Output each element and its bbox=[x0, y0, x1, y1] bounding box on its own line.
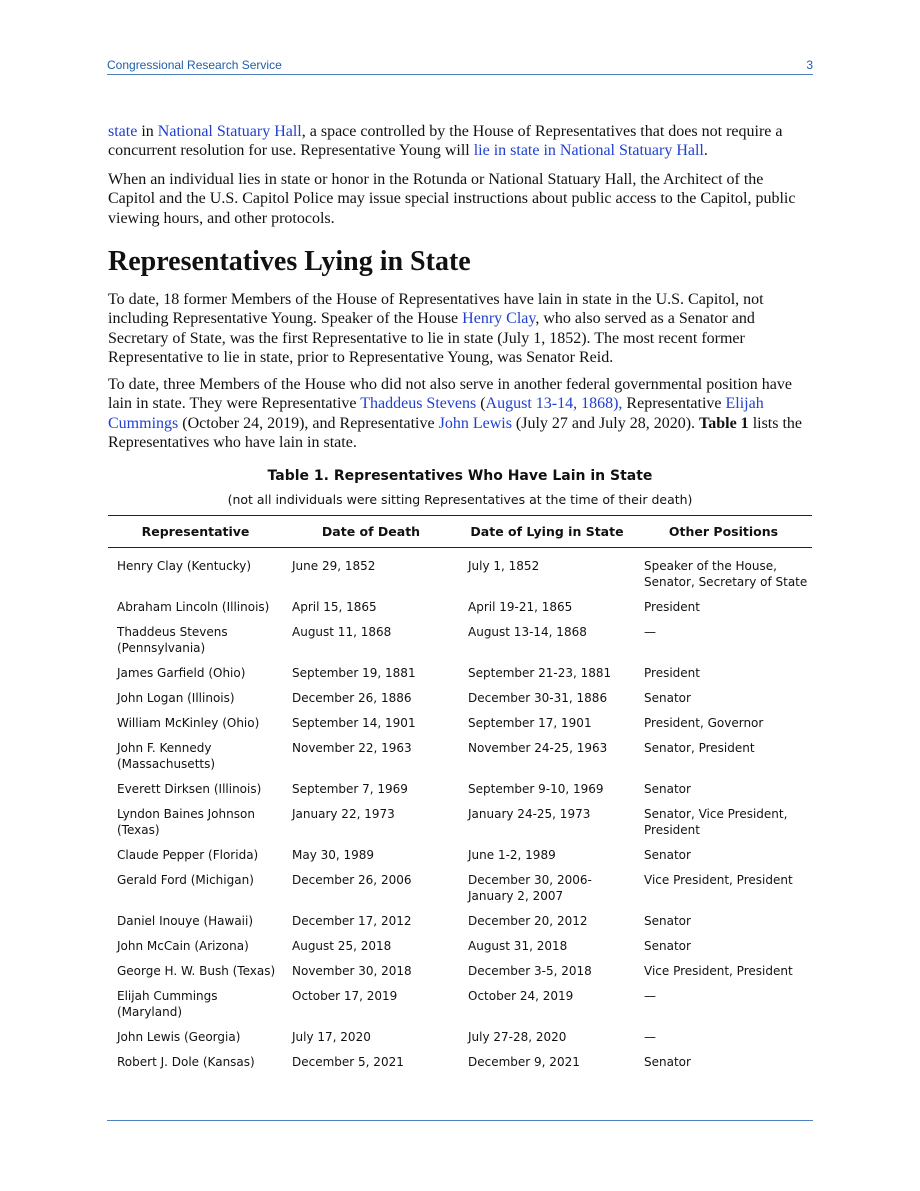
cell-date-of-death: November 30, 2018 bbox=[292, 964, 412, 978]
cell-other-positions: President bbox=[644, 600, 700, 614]
cell-representative: John Lewis (Georgia) bbox=[117, 1030, 241, 1044]
table-row bbox=[108, 594, 812, 619]
paragraph-eighteen-members bbox=[108, 290, 814, 367]
column-header-date-of-death: Date of Death bbox=[283, 516, 459, 548]
cell-representative: Everett Dirksen (Illinois) bbox=[117, 782, 262, 796]
table-row bbox=[108, 735, 812, 776]
column-header-other-positions: Other Positions bbox=[635, 516, 812, 548]
cell-date-of-lying-in-state: July 1, 1852 bbox=[468, 559, 540, 573]
table-row bbox=[108, 548, 812, 595]
text-run: (July 27 and July 28, 2020). bbox=[511, 414, 700, 432]
cell-other-positions: Senator bbox=[644, 848, 691, 862]
cell-date-of-death: December 5, 2021 bbox=[292, 1055, 404, 1069]
table-row bbox=[108, 958, 812, 983]
cell-other-positions: — bbox=[644, 1030, 656, 1044]
table-row bbox=[108, 619, 812, 660]
paragraph-public-access bbox=[108, 170, 814, 228]
paragraph-statuary-hall bbox=[108, 122, 814, 161]
cell-representative: John F. Kennedy (Massachusetts) bbox=[117, 741, 216, 771]
cell-date-of-lying-in-state: June 1-2, 1989 bbox=[468, 848, 556, 862]
cell-date-of-death: April 15, 1865 bbox=[292, 600, 377, 614]
table-row bbox=[108, 660, 812, 685]
cell-date-of-death: August 11, 1868 bbox=[292, 625, 392, 639]
cell-date-of-death: January 22, 1973 bbox=[292, 807, 395, 821]
link-henry-clay[interactable]: Henry Clay bbox=[462, 310, 536, 328]
table-row bbox=[108, 801, 812, 842]
cell-representative: Robert J. Dole (Kansas) bbox=[117, 1055, 255, 1069]
cell-date-of-lying-in-state: December 9, 2021 bbox=[468, 1055, 580, 1069]
link-state[interactable]: state bbox=[108, 123, 138, 140]
cell-other-positions: Senator bbox=[644, 691, 691, 705]
cell-other-positions: Speaker of the House, Senator, Secretary of State bbox=[644, 559, 808, 589]
cell-date-of-death: October 17, 2019 bbox=[292, 989, 398, 1003]
cell-other-positions: President, Governor bbox=[644, 716, 764, 730]
cell-date-of-lying-in-state: December 3-5, 2018 bbox=[468, 964, 592, 978]
cell-other-positions: Senator, Vice President, President bbox=[644, 807, 788, 837]
cell-date-of-death: June 29, 1852 bbox=[292, 559, 376, 573]
cell-other-positions: Senator bbox=[644, 782, 691, 796]
cell-other-positions: Vice President, President bbox=[644, 964, 793, 978]
cell-date-of-lying-in-state: April 19-21, 1865 bbox=[468, 600, 573, 614]
cell-representative: John McCain (Arizona) bbox=[117, 939, 249, 953]
link-national-statuary-hall[interactable]: National Statuary Hall bbox=[157, 123, 302, 140]
text-run: ( bbox=[476, 395, 486, 413]
section-title: Representatives Lying in State bbox=[108, 246, 471, 277]
text-run: To date, three Members of the House who did not also serve in another federal governmental position have lain in state. They were Representative bbox=[108, 376, 793, 413]
table-row bbox=[108, 983, 812, 1024]
cell-representative: George H. W. Bush (Texas) bbox=[117, 964, 276, 978]
cell-representative: Elijah Cummings (Maryland) bbox=[117, 989, 218, 1019]
cell-date-of-lying-in-state: July 27-28, 2020 bbox=[468, 1030, 567, 1044]
text-run: (October 24, 2019), and Representative bbox=[178, 414, 439, 432]
cell-date-of-death: December 26, 1886 bbox=[292, 691, 412, 705]
cell-representative: Henry Clay (Kentucky) bbox=[117, 559, 251, 573]
cell-date-of-death: September 14, 1901 bbox=[292, 716, 416, 730]
paragraph-text: When an individual lies in state or honor in the Rotunda or National Statuary Hall, the Architect of the Capitol and the U.S. Capitol Police may issue special instructions about public access to the Capitol, public viewing hours, and other protocols. bbox=[108, 171, 796, 227]
cell-date-of-death: December 17, 2012 bbox=[292, 914, 412, 928]
page-number: 3 bbox=[806, 58, 813, 72]
cell-date-of-death: November 22, 1963 bbox=[292, 741, 412, 755]
table-row bbox=[108, 1049, 812, 1074]
table-row bbox=[108, 933, 812, 958]
cell-date-of-lying-in-state: December 20, 2012 bbox=[468, 914, 588, 928]
link-elijah-cummings[interactable]: Elijah Cummings bbox=[108, 395, 764, 432]
text-run: in bbox=[137, 123, 158, 140]
cell-date-of-death: September 19, 1881 bbox=[292, 666, 416, 680]
column-header-representative: Representative bbox=[108, 516, 283, 548]
cell-date-of-lying-in-state: December 30, 2006-January 2, 2007 bbox=[468, 873, 592, 903]
cell-date-of-lying-in-state: September 21-23, 1881 bbox=[468, 666, 612, 680]
cell-representative: Claude Pepper (Florida) bbox=[117, 848, 259, 862]
table-reference: Table 1 bbox=[699, 414, 749, 432]
cell-date-of-death: July 17, 2020 bbox=[292, 1030, 371, 1044]
column-header-date-of-lying-in-state: Date of Lying in State bbox=[459, 516, 635, 548]
organization-name: Congressional Research Service bbox=[107, 58, 282, 72]
cell-date-of-lying-in-state: September 17, 1901 bbox=[468, 716, 592, 730]
cell-other-positions: President bbox=[644, 666, 700, 680]
cell-other-positions: Senator, President bbox=[644, 741, 755, 755]
cell-date-of-lying-in-state: September 9-10, 1969 bbox=[468, 782, 604, 796]
cell-other-positions: — bbox=[644, 989, 656, 1003]
link-august-1868[interactable]: August 13-14, 1868), bbox=[485, 395, 623, 413]
cell-representative: John Logan (Illinois) bbox=[117, 691, 235, 705]
link-thaddeus-stevens[interactable]: Thaddeus Stevens bbox=[360, 395, 477, 413]
cell-other-positions: Vice President, President bbox=[644, 873, 793, 887]
cell-date-of-lying-in-state: August 31, 2018 bbox=[468, 939, 568, 953]
table-row bbox=[108, 867, 812, 908]
text-run: , who also served as a Senator and Secretary of State, was the first Representative to lie in state (July 1, 1852). The most recent former Representative to lie in state, prior to Representative Young, was Senator Reid. bbox=[108, 310, 755, 366]
text-run: . bbox=[703, 142, 708, 160]
footer-rule bbox=[107, 1120, 813, 1121]
text-run: lists the Representatives who have lain in state. bbox=[108, 414, 803, 451]
table-subtitle: (not all individuals were sitting Representatives at the time of their death) bbox=[227, 492, 693, 507]
cell-representative: Thaddeus Stevens (Pennsylvania) bbox=[117, 625, 228, 655]
cell-date-of-death: August 25, 2018 bbox=[292, 939, 392, 953]
text-run: , a space controlled by the House of Representatives that does not require a concurrent resolution for use. Representative Young will bbox=[108, 123, 783, 160]
cell-representative: Lyndon Baines Johnson (Texas) bbox=[117, 807, 255, 837]
cell-date-of-lying-in-state: December 30-31, 1886 bbox=[468, 691, 608, 705]
table-row bbox=[108, 1024, 812, 1049]
cell-other-positions: Senator bbox=[644, 939, 691, 953]
cell-date-of-lying-in-state: January 24-25, 1973 bbox=[468, 807, 591, 821]
table-row bbox=[108, 842, 812, 867]
cell-representative: Daniel Inouye (Hawaii) bbox=[117, 914, 254, 928]
cell-date-of-death: December 26, 2006 bbox=[292, 873, 412, 887]
link-john-lewis[interactable]: John Lewis bbox=[438, 414, 512, 432]
cell-other-positions: — bbox=[644, 625, 656, 639]
link-lie-in-state-statuary-hall[interactable]: lie in state in National Statuary Hall bbox=[473, 142, 704, 160]
text-run: Representative bbox=[622, 395, 726, 413]
running-header bbox=[107, 56, 813, 75]
cell-representative: Abraham Lincoln (Illinois) bbox=[117, 600, 270, 614]
cell-date-of-lying-in-state: October 24, 2019 bbox=[468, 989, 574, 1003]
table-header-row bbox=[108, 516, 812, 548]
cell-representative: Gerald Ford (Michigan) bbox=[117, 873, 254, 887]
cell-date-of-lying-in-state: November 24-25, 1963 bbox=[468, 741, 608, 755]
paragraph-three-members bbox=[108, 375, 814, 452]
table-title: Table 1. Representatives Who Have Lain in State bbox=[267, 468, 653, 484]
representatives-table bbox=[108, 515, 812, 1074]
cell-date-of-lying-in-state: August 13-14, 1868 bbox=[468, 625, 587, 639]
cell-representative: James Garfield (Ohio) bbox=[117, 666, 246, 680]
cell-representative: William McKinley (Ohio) bbox=[117, 716, 260, 730]
cell-date-of-death: May 30, 1989 bbox=[292, 848, 375, 862]
table-row bbox=[108, 908, 812, 933]
cell-date-of-death: September 7, 1969 bbox=[292, 782, 408, 796]
cell-other-positions: Senator bbox=[644, 1055, 691, 1069]
table-row bbox=[108, 776, 812, 801]
cell-other-positions: Senator bbox=[644, 914, 691, 928]
table-row bbox=[108, 710, 812, 735]
text-run: To date, 18 former Members of the House of Representatives have lain in state in the U.S. Capitol, not including Representative Young. Speaker of the House bbox=[108, 291, 764, 328]
table-row bbox=[108, 685, 812, 710]
